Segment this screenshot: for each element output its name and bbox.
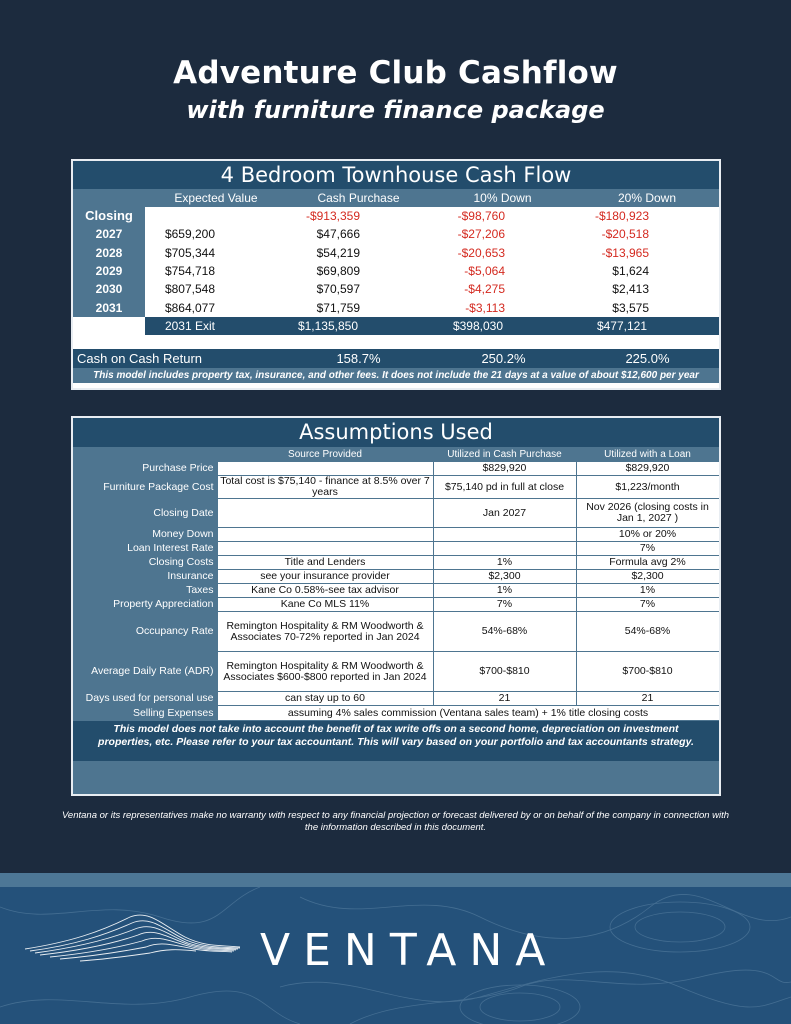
coc-20-down: 225.0% (625, 351, 670, 366)
cashflow-row (145, 280, 719, 298)
utilized-loan: 10% or 20% (576, 528, 719, 542)
cell-expected-value: $659,200 (164, 227, 215, 242)
utilized-cash: 1% (433, 584, 576, 598)
source-provided: see your insurance provider (217, 570, 433, 584)
cashflow-heading: 4 Bedroom Townhouse Cash Flow (73, 161, 719, 189)
assumptions-heading: Assumptions Used (73, 418, 719, 447)
utilized-loan: $829,920 (576, 462, 719, 476)
utilized-cash: $2,300 (433, 570, 576, 584)
source-provided (217, 528, 433, 542)
exit-20-down: $477,121 (596, 319, 647, 333)
source-provided (217, 462, 433, 476)
cashflow-table (71, 159, 721, 390)
assumption-label: Closing Date (73, 499, 217, 528)
cell-20-down: $3,575 (612, 300, 649, 315)
assumption-label: Selling Expenses (73, 706, 217, 721)
cashflow-row-label: 2030 (95, 282, 123, 297)
cell-10-down: -$4,275 (464, 282, 505, 297)
exit-cash-purchase: $1,135,850 (297, 319, 358, 333)
utilized-cash: $700-$810 (433, 652, 576, 692)
utilized-cash: 7% (433, 598, 576, 612)
cell-20-down: -$20,518 (601, 227, 649, 242)
assumptions-table (71, 416, 721, 796)
cashflow-row (145, 299, 719, 317)
page-subtitle: with furniture finance package (186, 96, 605, 124)
cashflow-row (145, 207, 719, 225)
footer (0, 887, 791, 1024)
coc-cash-purchase: 158.7% (336, 351, 381, 366)
assumptions-corner (73, 447, 217, 462)
assumption-label: Money Down (73, 528, 217, 542)
utilized-cash (433, 528, 576, 542)
page-title: Adventure Club Cashflow (173, 55, 618, 91)
utilized-loan: 7% (576, 542, 719, 556)
cashflow-data (145, 207, 719, 317)
source-provided: Title and Lenders (217, 556, 433, 570)
coc-10-down: 250.2% (481, 351, 526, 366)
source-provided (217, 542, 433, 556)
assumptions-column-headers (73, 447, 719, 462)
col-10-down: 10% Down (473, 191, 532, 205)
utilized-cash: 54%-68% (433, 612, 576, 652)
assumption-row (73, 556, 719, 570)
assumption-label: Days used for personal use (73, 692, 217, 706)
assumption-row (73, 612, 719, 652)
assumption-row (73, 570, 719, 584)
cell-cash-purchase: $54,219 (316, 245, 360, 260)
cashflow-corner (73, 189, 145, 207)
utilized-cash: 1% (433, 556, 576, 570)
utilized-loan: 21 (576, 692, 719, 706)
source-provided: Remington Hospitality & RM Woodworth & Associates $600-$800 reported in Jan 2024 (217, 652, 433, 692)
cashflow-row (145, 262, 719, 280)
cell-10-down: -$98,760 (457, 209, 505, 223)
col-utilized-loan: Utilized with a Loan (576, 447, 719, 462)
source-provided (217, 499, 433, 528)
assumption-label: Property Appreciation (73, 598, 217, 612)
col-cash-purchase: Cash Purchase (317, 191, 400, 205)
cashflow-row-label: 2027 (95, 227, 123, 242)
cell-10-down: -$20,653 (457, 245, 505, 260)
utilized-cash: $829,920 (433, 462, 576, 476)
utilized-loan: Nov 2026 (closing costs in Jan 1, 2027 ) (576, 499, 719, 528)
cell-10-down: -$3,113 (465, 300, 505, 315)
assumption-label: Occupancy Rate (73, 612, 217, 652)
cashflow-row-label: 2031 (95, 300, 123, 315)
cashflow-column-headers (73, 189, 719, 207)
assumption-label: Purchase Price (73, 462, 217, 476)
utilized-loan: Formula avg 2% (576, 556, 719, 570)
assumption-label: Insurance (73, 570, 217, 584)
exit-label: 2031 Exit (164, 319, 215, 333)
cell-10-down: -$5,064 (464, 263, 505, 278)
cell-20-down: -$180,923 (594, 209, 649, 223)
utilized-loan: $2,300 (576, 570, 719, 584)
selling-expenses-value: assuming 4% sales commission (Ventana sales team) + 1% title closing costs (217, 706, 719, 721)
col-expected-value: Expected Value (174, 191, 258, 205)
cell-cash-purchase: $71,759 (316, 300, 360, 315)
source-provided: Kane Co 0.58%-see tax advisor (217, 584, 433, 598)
utilized-cash: 21 (433, 692, 576, 706)
cashflow-row-label: 2029 (95, 263, 123, 278)
cashflow-row-label: 2028 (95, 245, 123, 260)
selling-expenses-row (73, 706, 719, 721)
coc-label: Cash on Cash Return (77, 351, 203, 366)
cashflow-row-label: Closing (85, 208, 133, 223)
cashflow-row (145, 225, 719, 243)
cell-cash-purchase: $70,597 (316, 282, 360, 297)
utilized-loan: 1% (576, 584, 719, 598)
cell-expected-value (145, 207, 215, 225)
cashflow-row (145, 244, 719, 262)
cell-20-down: $2,413 (612, 282, 649, 297)
source-provided: can stay up to 60 (217, 692, 433, 706)
cell-expected-value: $864,077 (164, 300, 215, 315)
col-20-down: 20% Down (617, 191, 677, 205)
utilized-loan: $700-$810 (576, 652, 719, 692)
cell-10-down: -$27,206 (457, 227, 505, 242)
disclaimer: Ventana or its representatives make no warranty with respect to any financial projection or forecast delivered by or on behalf of the company in connection with the information described in this document. (61, 810, 730, 833)
cash-on-cash-row (73, 349, 719, 368)
utilized-loan: $1,223/month (576, 476, 719, 499)
cell-20-down: -$13,965 (601, 245, 649, 260)
source-provided: Remington Hospitality & RM Woodworth & Associates 70-72% reported in Jan 2024 (217, 612, 433, 652)
utilized-cash (433, 542, 576, 556)
col-utilized-cash: Utilized in Cash Purchase (433, 447, 576, 462)
source-provided: Kane Co MLS 11% (217, 598, 433, 612)
cashflow-row-labels (73, 207, 145, 317)
ventana-logo: VENTANA (260, 925, 559, 976)
assumption-label: Closing Costs (73, 556, 217, 570)
cell-expected-value: $754,718 (164, 263, 215, 278)
exit-10-down: $398,030 (452, 319, 503, 333)
assumption-row (73, 598, 719, 612)
cashflow-exit-row (73, 317, 719, 335)
utilized-cash: Jan 2027 (433, 499, 576, 528)
cell-cash-purchase: $47,666 (316, 227, 360, 242)
source-provided: Total cost is $75,140 - finance at 8.5% over 7 years (217, 476, 433, 499)
assumption-label: Taxes (73, 584, 217, 598)
cell-expected-value: $807,548 (164, 282, 215, 297)
assumption-row (73, 499, 719, 528)
col-source-provided: Source Provided (217, 447, 433, 462)
cell-cash-purchase: $69,809 (316, 263, 360, 278)
footer-stripe (0, 873, 791, 887)
assumption-row (73, 584, 719, 598)
assumption-label: Average Daily Rate (ADR) (73, 652, 217, 692)
utilized-cash: $75,140 pd in full at close (433, 476, 576, 499)
cell-20-down: $1,624 (612, 263, 649, 278)
cell-cash-purchase: -$913,359 (305, 209, 360, 223)
assumption-row (73, 692, 719, 706)
assumption-row (73, 462, 719, 476)
assumption-row (73, 528, 719, 542)
assumption-label: Loan Interest Rate (73, 542, 217, 556)
assumption-row (73, 652, 719, 692)
assumptions-note: This model does not take into account the benefit of tax write offs on a second home, depreciation on investment properties, etc. Please refer to your tax accountant. This will vary based on your portfolio and tax accountants strategy. (73, 721, 719, 761)
utilized-loan: 7% (576, 598, 719, 612)
assumption-row (73, 476, 719, 499)
cashflow-note: This model includes property tax, insurance, and other fees. It does not include the 21 days at a value of about $12,600 per year (73, 368, 719, 383)
assumption-row (73, 542, 719, 556)
assumption-label: Furniture Package Cost (73, 476, 217, 499)
cell-expected-value: $705,344 (164, 245, 215, 260)
utilized-loan: 54%-68% (576, 612, 719, 652)
